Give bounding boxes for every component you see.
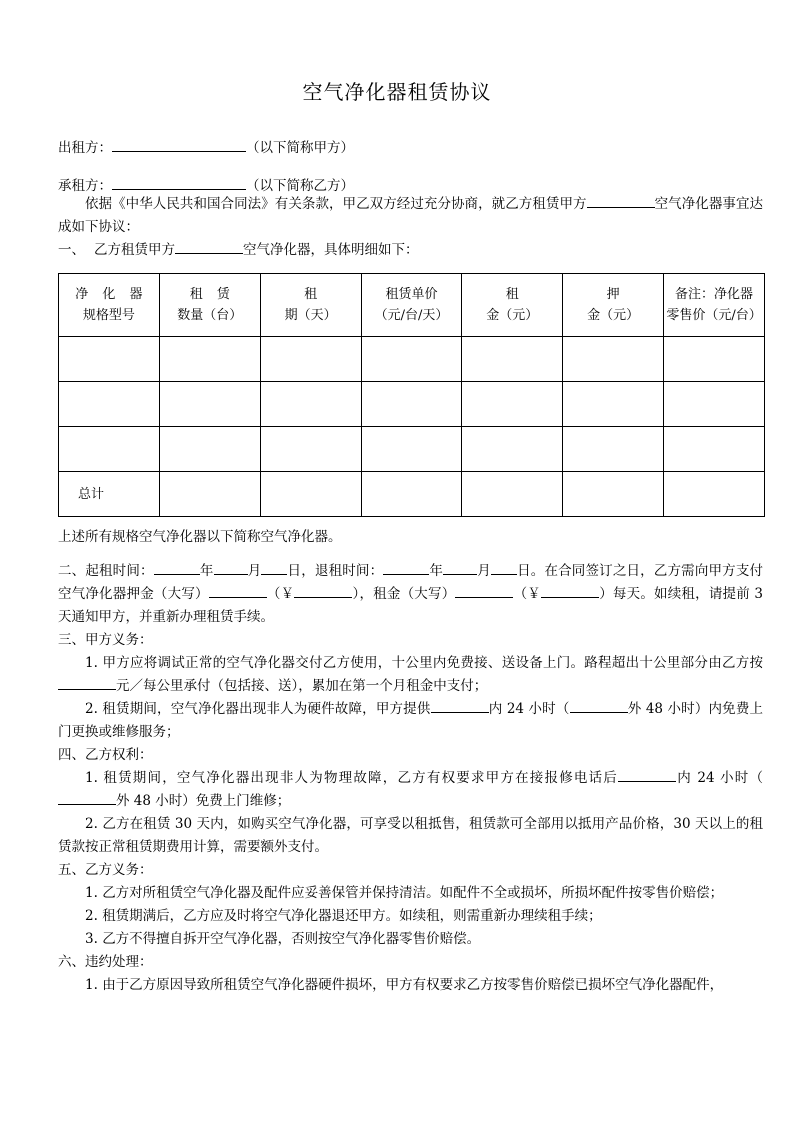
intro-part1: 依据《中华人民共和国合同法》有关条款，甲乙双方经过充分协商，就乙方租赁甲方 (85, 196, 587, 212)
th-model-line2: 规格型号 (82, 308, 135, 323)
cell-model[interactable] (59, 382, 160, 427)
section-three-item-1 (31, 652, 763, 698)
section-two-t4: 日，退租时间： (287, 563, 384, 579)
cell-model[interactable] (59, 337, 160, 382)
item-text-1: 租赁期间，空气净化器出现非人为硬件故障，甲方提供 (102, 701, 431, 717)
cell-period[interactable] (260, 382, 361, 427)
item-text-3: 外 48 小时）免费上门维修； (116, 793, 291, 809)
item-number: 2. (85, 908, 98, 924)
page-title: 空气净化器租赁协议 (302, 80, 492, 104)
item-number: 3. (85, 931, 98, 947)
section-four-heading: 四、乙方权利： (58, 747, 153, 763)
lessor-suffix: （以下简称甲方） (246, 140, 354, 156)
section-two-t8: （￥ (266, 586, 295, 602)
lessee-blank[interactable] (112, 189, 246, 190)
section-two-t3: 月 (247, 563, 262, 579)
cell-unit-price[interactable] (361, 427, 462, 472)
table-row (59, 382, 765, 427)
item-number: 1. (85, 977, 98, 993)
cell-model[interactable] (59, 427, 160, 472)
cell-unit-price[interactable] (361, 337, 462, 382)
total-unit-price[interactable] (361, 472, 462, 517)
service-area-blank-a[interactable] (431, 712, 489, 713)
item-text-1: 租赁期间，空气净化器出现非人为物理故障，乙方有权要求甲方在接报修电话后 (103, 770, 619, 786)
th-period-line2: 期（天） (284, 308, 337, 323)
cell-rent[interactable] (462, 382, 563, 427)
section-two-t11: ）每天。如续租，请提前 3 天通知甲方，并重新办理租赁手续。 (58, 586, 764, 625)
section-six-item-1 (31, 974, 763, 997)
th-remark (664, 274, 765, 337)
cell-period[interactable] (260, 427, 361, 472)
start-day-blank[interactable] (261, 574, 287, 575)
end-month-blank[interactable] (443, 574, 477, 575)
section-two-t9: ），租金（大写） (352, 586, 456, 602)
end-day-blank[interactable] (491, 574, 517, 575)
th-deposit-line1: 押 (606, 287, 620, 302)
item-text: 乙方对所租赁空气净化器及配件应妥善保管并保持清洁。如配件不全或损坏，所损坏配件按零售价赔偿； (102, 885, 724, 901)
lessee-line (31, 156, 763, 194)
section-one-text1: 乙方租赁甲方 (94, 242, 175, 258)
cell-deposit[interactable] (563, 382, 664, 427)
item-text-2: 内 24 小时（ (676, 770, 763, 786)
rent-words-blank[interactable] (455, 597, 513, 598)
total-rent[interactable] (462, 472, 563, 517)
service-area-blank-b[interactable] (570, 712, 628, 713)
th-period (260, 274, 361, 337)
lessee-suffix: （以下简称乙方） (246, 177, 354, 194)
section-one-text2: 空气净化器，具体明细如下： (243, 242, 419, 258)
cell-rent[interactable] (462, 427, 563, 472)
th-deposit (563, 274, 664, 337)
intro-part2: 空气净化器事宜达成如下协议： (58, 196, 764, 235)
cell-rent[interactable] (462, 337, 563, 382)
deposit-amount-blank[interactable] (294, 597, 352, 598)
start-month-blank[interactable] (214, 574, 248, 575)
item-text-3: 外 48 小时）内免费上门更换或维修服务； (58, 701, 764, 740)
cell-deposit[interactable] (563, 337, 664, 382)
total-period[interactable] (260, 472, 361, 517)
section-two-t6: 月 (477, 563, 491, 579)
cell-quantity[interactable] (159, 382, 260, 427)
item-text: 乙方不得擅自拆开空气净化器，否则按空气净化器零售价赔偿。 (102, 931, 481, 947)
cell-period[interactable] (260, 337, 361, 382)
after-table-note: 上述所有规格空气净化器以下简称空气净化器。 (58, 529, 342, 545)
th-remark-line2: 零售价（元/台） (666, 308, 762, 323)
section-one-blank[interactable] (175, 253, 243, 254)
total-deposit[interactable] (563, 472, 664, 517)
section-five-item-2 (31, 905, 763, 928)
item-text: 租赁期满后，乙方应及时将空气净化器退还甲方。如续租，则需重新办理续租手续； (102, 908, 602, 924)
table-row (59, 427, 765, 472)
section-two-t5: 年 (429, 563, 444, 579)
th-unit-price-line1: 租赁单价 (385, 287, 438, 302)
th-remark-line1: 备注：净化器 (675, 287, 754, 302)
cell-remark[interactable] (664, 382, 765, 427)
item-text-2: 内 24 小时（ (488, 701, 570, 717)
spec-table (58, 273, 765, 517)
start-year-blank[interactable] (154, 574, 200, 575)
intro-blank[interactable] (587, 207, 655, 208)
table-row (59, 337, 765, 382)
lessor-line (31, 102, 763, 156)
section-four-item-2 (31, 813, 763, 859)
item-text-2: 元／每公里承付（包括接、送），累加在第一个月租金中支付； (116, 678, 488, 694)
th-quantity-line1: 租 赁 (189, 287, 235, 302)
item-text: 由于乙方原因导致所租赁空气净化器硬件损坏，甲方有权要求乙方按零售价赔偿已损坏空气净化器配件， (102, 977, 724, 993)
table-header-row (59, 274, 765, 337)
section-two-t10: （￥ (513, 586, 542, 602)
section-one-line (31, 239, 763, 262)
th-deposit-line2: 金（元） (587, 308, 640, 323)
cell-remark[interactable] (664, 337, 765, 382)
th-rent-line2: 金（元） (486, 308, 539, 323)
section-three-item-2 (31, 698, 763, 744)
item-number: 2. (85, 701, 98, 717)
cell-quantity[interactable] (159, 427, 260, 472)
lessee-label: 承租方： (58, 177, 112, 194)
intro-paragraph (31, 193, 763, 239)
rent-amount-blank[interactable] (541, 597, 599, 598)
section-one-marker: 一、 (58, 242, 85, 258)
section-two-t1: 起租时间： (85, 563, 154, 579)
item-number: 2. (85, 816, 98, 832)
item-number: 1. (85, 885, 98, 901)
section-two-paragraph (31, 549, 763, 629)
repair-area-blank-b[interactable] (58, 804, 116, 805)
th-model (59, 274, 160, 337)
th-rent-line1: 租 (505, 287, 519, 302)
lessor-blank[interactable] (112, 151, 246, 152)
lessor-label: 出租方： (58, 140, 112, 156)
table-total-row (59, 472, 765, 517)
item-text-1: 乙方在租赁 30 天内，如购买空气净化器，可享受以租抵售，租赁款可全部用以抵用产品价格，30 天以上的租赁款按正常租赁期费用计算，需要额外支付。 (58, 816, 763, 855)
th-unit-price (361, 274, 462, 337)
deposit-words-blank[interactable] (209, 597, 267, 598)
end-year-blank[interactable] (383, 574, 429, 575)
item-text-1: 甲方应将调试正常的空气净化器交付乙方使用，十公里内免费接、送设备上门。路程超出十公里部分由乙方按 (102, 655, 763, 671)
cell-unit-price[interactable] (361, 382, 462, 427)
th-period-line1: 租 (304, 287, 318, 302)
th-quantity-line2: 数量（台） (177, 308, 243, 323)
section-two-marker: 二、 (58, 563, 86, 579)
item-number: 1. (85, 770, 98, 786)
section-two-t2: 年 (199, 563, 214, 579)
section-four-item-1 (31, 767, 763, 813)
cell-remark[interactable] (664, 427, 765, 472)
total-remark[interactable] (664, 472, 765, 517)
section-five-item-1 (31, 882, 763, 905)
total-label: 总计 (59, 472, 160, 517)
section-three-heading: 三、甲方义务： (58, 632, 153, 648)
repair-area-blank-a[interactable] (618, 781, 676, 782)
th-model-line1: 净 化 器 (75, 287, 148, 302)
section-two-t7: 日。在合同签订之日，乙方需向甲方支付空气净化器押金（大写） (58, 563, 764, 602)
th-rent (462, 274, 563, 337)
cell-quantity[interactable] (159, 337, 260, 382)
per-km-fee-blank[interactable] (58, 689, 116, 690)
total-quantity[interactable] (159, 472, 260, 517)
section-six-heading: 六、违约处理： (58, 954, 153, 970)
section-five-heading: 五、乙方义务： (58, 862, 153, 878)
item-number: 1. (85, 655, 98, 671)
section-five-item-3 (31, 928, 763, 951)
cell-deposit[interactable] (563, 427, 664, 472)
th-quantity (159, 274, 260, 337)
th-unit-price-line2: （元/台/天） (374, 308, 449, 323)
